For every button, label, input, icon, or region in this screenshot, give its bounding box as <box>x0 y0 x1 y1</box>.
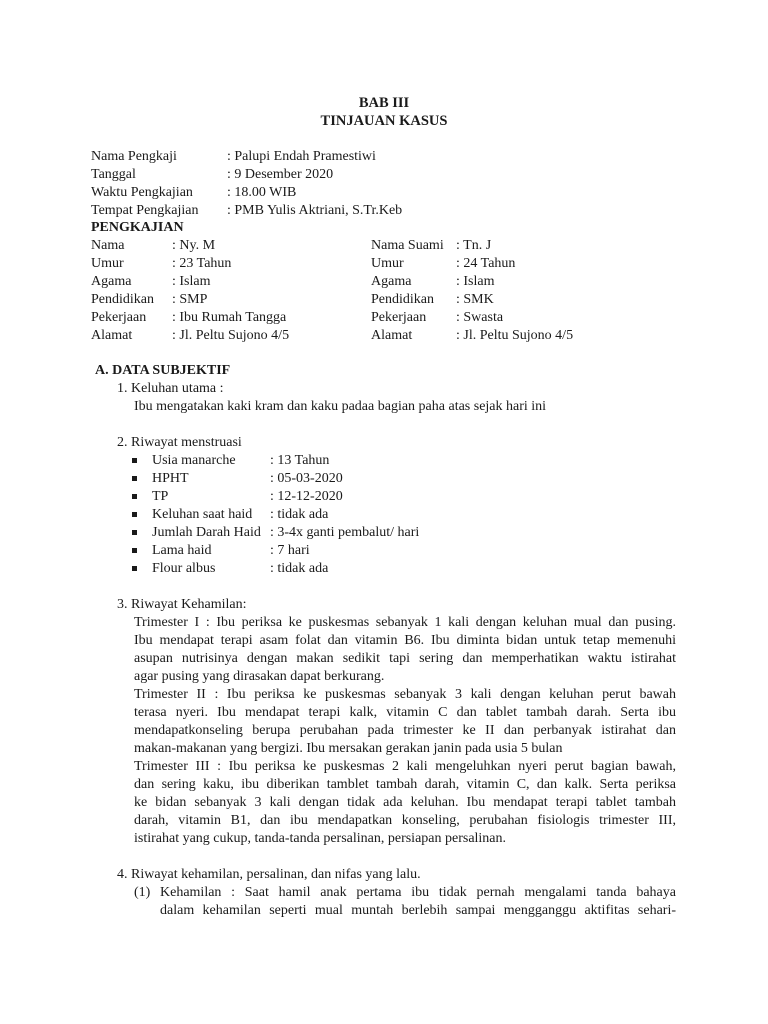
pengkajian-heading: PENGKAJIAN <box>91 220 184 235</box>
identity-value: : SMK <box>456 292 494 307</box>
paragraph-line: dalam kehamilan seperti mual muntah berlebih sampai mengganggu aktifitas sehari- <box>160 903 676 918</box>
list-item-value: : 13 Tahun <box>270 453 330 468</box>
paragraph-line: ke bidan sebanyak 3 kali dengan tidak ada keluhan. Ibu mendapat terapi tablet tambah <box>134 795 676 810</box>
list-item-value: : 7 hari <box>270 543 310 558</box>
list-item-value: : 05-03-2020 <box>270 471 343 486</box>
bullet-icon <box>132 458 137 463</box>
list-item-label: Usia manarche <box>152 453 236 468</box>
identity-label: Nama Suami <box>371 238 444 253</box>
identity-label: Nama <box>91 238 125 253</box>
list-item-value: : 3-4x ganti pembalut/ hari <box>270 525 420 540</box>
list-item-label: HPHT <box>152 471 189 486</box>
info-value: : Palupi Endah Pramestiwi <box>227 149 376 164</box>
paragraph-line: Trimester II : Ibu periksa ke puskesmas sebanyak 3 kali dengan keluhan perut bawah <box>134 687 676 702</box>
menstruasi-label: 2. Riwayat menstruasi <box>117 435 242 450</box>
paragraph-line: Trimester III : Ibu periksa ke puskesmas 2 kali mengeluhkan nyeri perut bagian bawah, <box>134 759 676 774</box>
identity-label: Alamat <box>371 328 413 343</box>
list-item-label: Jumlah Darah Haid <box>152 525 261 540</box>
paragraph-line: istirahat yang cukup, tanda-tanda persalinan, persiapan persalinan. <box>134 831 507 846</box>
bullet-icon <box>132 494 137 499</box>
list-item-value: : 12-12-2020 <box>270 489 343 504</box>
paragraph-line: darah, vitamin B1, dan ibu mendapatkan konseling, perubahan fisiologis trimester III, <box>134 813 676 828</box>
riwayat-lalu-label: 4. Riwayat kehamilan, persalinan, dan nifas yang lalu. <box>117 867 421 882</box>
identity-value: : SMP <box>172 292 208 307</box>
identity-label: Agama <box>371 274 412 289</box>
paragraph-line: terasa nyeri. Ibu mendapat terapi kalk, vitamin C dan tablet tambah darah. Serta ibu <box>134 705 676 720</box>
identity-label: Pendidikan <box>91 292 154 307</box>
paragraph-line: asupan nutrisinya dengan makan sedikit tapi sering dan memperhatikan waktu istirahat <box>134 651 676 666</box>
info-value: : PMB Yulis Aktriani, S.Tr.Keb <box>227 203 403 218</box>
info-label: Waktu Pengkajian <box>91 185 193 200</box>
list-item-label: Lama haid <box>152 543 212 558</box>
list-item-label: Flour albus <box>152 561 216 576</box>
paragraph-line: agar pusing yang dirasakan dapat berkurang. <box>134 669 385 684</box>
paragraph-line: Ibu mendapat terapi asam folat dan vitamin B6. Ibu diminta bidan untuk tetap memenuhi <box>134 633 676 648</box>
bullet-icon <box>132 512 137 517</box>
paragraph-line: Kehamilan : Saat hamil anak pertama ibu tidak pernah mengalami tanda bahaya <box>160 885 676 900</box>
paragraph-line: dan sering kaku, ibu diberikan tamblet tambah darah, vitamin C, dan kalk. Serta periksa <box>134 777 676 792</box>
paragraph-line: makan-makanan yang bergizi. Ibu mersakan gerakan janin pada usia 5 bulan <box>134 741 563 756</box>
identity-value: : Jl. Peltu Sujono 4/5 <box>456 328 574 343</box>
section-heading-data-subjektif: A. DATA SUBJEKTIF <box>95 363 231 378</box>
item-number: (1) <box>134 885 151 900</box>
identity-value: : Jl. Peltu Sujono 4/5 <box>172 328 290 343</box>
identity-label: Alamat <box>91 328 133 343</box>
bullet-icon <box>132 566 137 571</box>
identity-label: Pekerjaan <box>371 310 427 325</box>
identity-value: : Tn. J <box>456 238 492 253</box>
identity-value: : Islam <box>456 274 495 289</box>
identity-label: Umur <box>91 256 124 271</box>
paragraph-line: mendapatkonseling berupa perubahan pada trimester ke II dan perbanyak istirahat dan <box>134 723 676 738</box>
info-value: : 18.00 WIB <box>227 185 297 200</box>
list-item-value: : tidak ada <box>270 507 329 522</box>
identity-value: : Ibu Rumah Tangga <box>172 310 287 325</box>
keluhan-text: Ibu mengatakan kaki kram dan kaku padaa bagian paha atas sejak hari ini <box>134 399 547 414</box>
identity-value: : Ny. M <box>172 238 216 253</box>
info-label: Tempat Pengkajian <box>91 203 199 218</box>
list-item-label: Keluhan saat haid <box>152 507 253 522</box>
identity-label: Umur <box>371 256 404 271</box>
kehamilan-label: 3. Riwayat Kehamilan: <box>117 597 247 612</box>
keluhan-label: 1. Keluhan utama : <box>117 381 224 396</box>
info-value: : 9 Desember 2020 <box>227 167 334 182</box>
identity-value: : 23 Tahun <box>172 256 232 271</box>
chapter-label: BAB III <box>358 95 410 111</box>
identity-label: Pendidikan <box>371 292 434 307</box>
info-label: Nama Pengkaji <box>91 149 177 164</box>
bullet-icon <box>132 548 137 553</box>
identity-value: : Islam <box>172 274 211 289</box>
bullet-icon <box>132 530 137 535</box>
list-item-label: TP <box>152 489 169 504</box>
list-item-value: : tidak ada <box>270 561 329 576</box>
identity-value: : 24 Tahun <box>456 256 516 271</box>
info-label: Tanggal <box>91 167 136 182</box>
identity-value: : Swasta <box>456 310 504 325</box>
identity-label: Agama <box>91 274 132 289</box>
identity-label: Pekerjaan <box>91 310 147 325</box>
chapter-title: TINJAUAN KASUS <box>320 113 448 129</box>
bullet-icon <box>132 476 137 481</box>
paragraph-line: Trimester I : Ibu periksa ke puskesmas sebanyak 1 kali dengan keluhan mual dan pusing. <box>134 615 676 630</box>
